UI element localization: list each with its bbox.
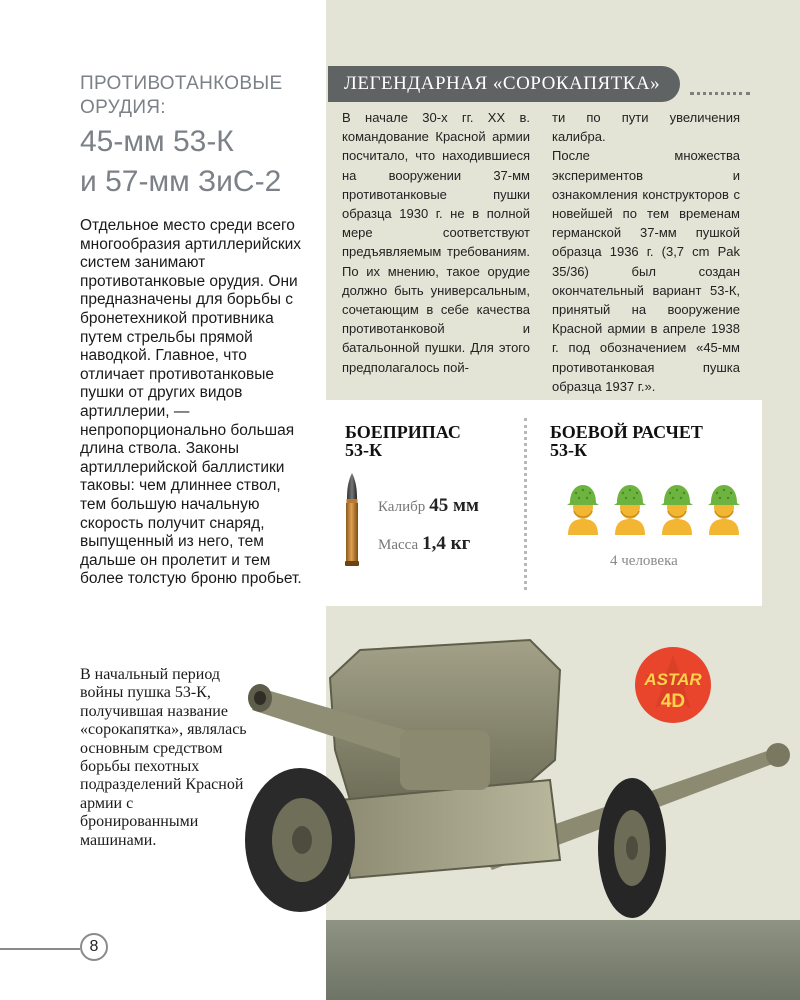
page-number: 8 bbox=[80, 933, 108, 961]
section-col2-p1: ти по пути увеличения калибра. bbox=[552, 110, 740, 145]
page-subtitle bbox=[80, 122, 281, 202]
caliber-stat bbox=[378, 495, 479, 517]
logo-text-top: ASTAR bbox=[644, 670, 702, 689]
crew-heading-line2: 53-К bbox=[550, 440, 588, 460]
info-divider bbox=[524, 418, 527, 590]
crew-count: 4 человека bbox=[610, 553, 678, 569]
bottom-band bbox=[326, 920, 800, 1000]
soldier-icon bbox=[707, 483, 741, 535]
crew-heading-line1: БОЕВОЙ РАСЧЕТ bbox=[550, 422, 703, 442]
ammo-heading bbox=[345, 423, 461, 459]
title-line-2: ОРУДИЯ: bbox=[80, 97, 166, 118]
crew-heading bbox=[550, 423, 703, 459]
page-number-rule bbox=[0, 948, 80, 950]
mass-value: 1,4 кг bbox=[422, 533, 471, 554]
intro-paragraph: Отдельное место среди всего многообразия артиллерийских систем занимают противотанковые орудия. Они предназначены для борьбы с бронетехникой противника путем стрельбы прямой наводкой. Главное, что отличает противотанковые пушки от других видов артиллерии, — непропорционально большая длина ствола. Законы артиллерийской баллистики таковы: чем длиннее ствол, тем большую начальную скорость получит снаряд, выпущенный из него, тем дальше он пролетит и тем более толстую броню пробьет. bbox=[80, 217, 302, 588]
soldier-icon bbox=[566, 483, 600, 535]
title-line-3: 45-мм 53-К bbox=[80, 125, 234, 158]
title-line-1: ПРОТИВОТАНКОВЫЕ bbox=[80, 73, 283, 94]
page-title bbox=[80, 72, 282, 120]
caliber-value: 45 мм bbox=[429, 495, 479, 516]
soldier-icon bbox=[660, 483, 694, 535]
anti-tank-gun-image bbox=[230, 630, 800, 930]
mass-stat bbox=[378, 533, 470, 555]
title-line-4: и 57-мм ЗиС-2 bbox=[80, 165, 282, 198]
section-col2-p2: После множества экспериментов и ознакомления конструкторов с новейшей по тем временам германской 37-мм пушкой образца 1936 г. (3,7 cm Pak 35/36) был создан окончательный вариант 53-К, принятый на вооружение Красной армии в апреле 1938 г. под обозначением «45-мм противотанковая пушка образца 1937 г.». bbox=[552, 148, 740, 394]
section-column-1 bbox=[342, 108, 530, 377]
caliber-label: Калибр bbox=[378, 499, 426, 515]
shell-icon bbox=[345, 473, 359, 567]
side-note: В начальный период войны пушка 53-К, получившая название «сорокапятка», являлась основным средством борьбы пехотных подразделений Красной армии с бронированными машинами. bbox=[80, 666, 247, 849]
section-title: ЛЕГЕНДАРНАЯ «СОРОКАПЯТКА» bbox=[328, 66, 680, 102]
logo-text-bottom: 4D bbox=[660, 691, 686, 712]
soldier-icon bbox=[613, 483, 647, 535]
section-col1-text: В начале 30-х гг. XX в. командование Красной армии посчитало, что находившиеся на вооружении 37-мм противотанковые пушки образца 1930 г. не в полной мере соответствуют предъявляемым требованиям. По их мнению, такое орудие должно быть универсальным, сочетающим в себе качества противотанковой и батальонной пушки. Для этого предполагалось пой- bbox=[342, 110, 530, 375]
section-column-2 bbox=[552, 108, 740, 396]
ammo-heading-line1: БОЕПРИПАС bbox=[345, 422, 461, 442]
ammo-heading-line2: 53-К bbox=[345, 440, 383, 460]
dotted-leader bbox=[690, 70, 750, 95]
mass-label: Масса bbox=[378, 537, 419, 553]
